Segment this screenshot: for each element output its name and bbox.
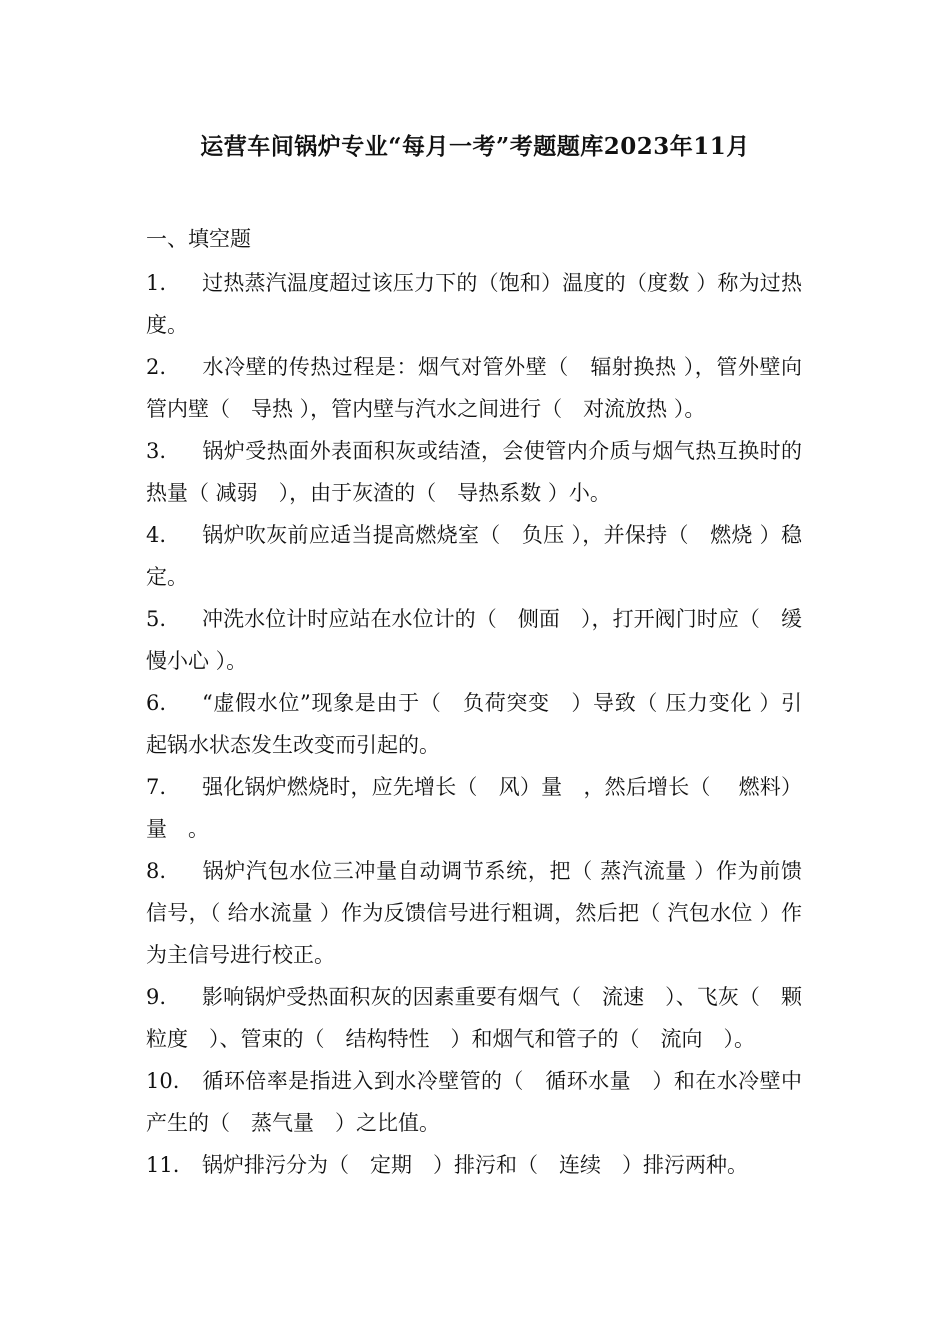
question-item xyxy=(146,766,802,850)
question-number: 4. xyxy=(146,523,167,547)
question-number: 11. xyxy=(146,1153,180,1177)
section-heading: 一、填空题 xyxy=(146,227,251,251)
question-text: 锅炉受热面外表面积灰或结渣，会使管内介质与烟气热互换时的热量（ 减弱 ），由于灰渣的（ 导热系数 ）小。 xyxy=(146,439,802,505)
question-text: 锅炉汽包水位三冲量自动调节系统，把（ 蒸汽流量 ）作为前馈信号，（ 给水流量 ）作为反馈信号进行粗调，然后把（ 汽包水位 ）作为主信号进行校正。 xyxy=(146,859,802,967)
question-number: 3. xyxy=(146,439,167,463)
question-text: 水冷壁的传热过程是：烟气对管外壁（ 辐射换热 ），管外壁向管内壁（ 导热 ），管内壁与汽水之间进行（ 对流放热 ）。 xyxy=(146,355,802,421)
question-text: “虚假水位”现象是由于（ 负荷突变 ）导致（ 压力变化 ）引起锅水状态发生改变而引起的。 xyxy=(146,691,802,757)
question-number: 2. xyxy=(146,355,167,379)
question-item xyxy=(146,262,802,346)
question-text: 过热蒸汽温度超过该压力下的（饱和）温度的（度数 ）称为过热度。 xyxy=(146,271,802,337)
question-number: 9. xyxy=(146,985,167,1009)
question-item xyxy=(146,976,802,1060)
question-item xyxy=(146,598,802,682)
question-item xyxy=(146,430,802,514)
question-item xyxy=(146,850,802,976)
question-text: 锅炉吹灰前应适当提高燃烧室（ 负压 ），并保持（ 燃烧 ）稳定。 xyxy=(146,523,802,589)
question-item xyxy=(146,1060,802,1144)
question-text: 强化锅炉燃烧时，应先增长（ 风）量 ，然后增长（ 燃料）量 。 xyxy=(146,775,802,841)
question-text: 冲洗水位计时应站在水位计的（ 侧面 ），打开阀门时应（ 缓慢小心 ）。 xyxy=(146,607,802,673)
question-number: 6. xyxy=(146,691,167,715)
question-text: 影响锅炉受热面积灰的因素重要有烟气（ 流速 ）、飞灰（ 颗粒度 ）、管束的（ 结构特性 ）和烟气和管子的（ 流向 ）。 xyxy=(146,985,802,1051)
question-list xyxy=(146,262,802,1186)
question-text: 锅炉排污分为（ 定期 ）排污和（ 连续 ）排污两种。 xyxy=(202,1153,748,1177)
question-item xyxy=(146,346,802,430)
question-number: 8. xyxy=(146,859,167,883)
question-text: 循环倍率是指进入到水冷壁管的（ 循环水量 ）和在水冷壁中产生的（ 蒸气量 ）之比值。 xyxy=(146,1069,802,1135)
question-item xyxy=(146,1144,802,1186)
question-number: 10. xyxy=(146,1069,180,1093)
question-number: 7. xyxy=(146,775,167,799)
document-title: 运营车间锅炉专业“每月一考”考题题库2023年11月 xyxy=(200,133,750,160)
question-item xyxy=(146,514,802,598)
question-number: 5. xyxy=(146,607,167,631)
question-item xyxy=(146,682,802,766)
question-number: 1. xyxy=(146,271,167,295)
